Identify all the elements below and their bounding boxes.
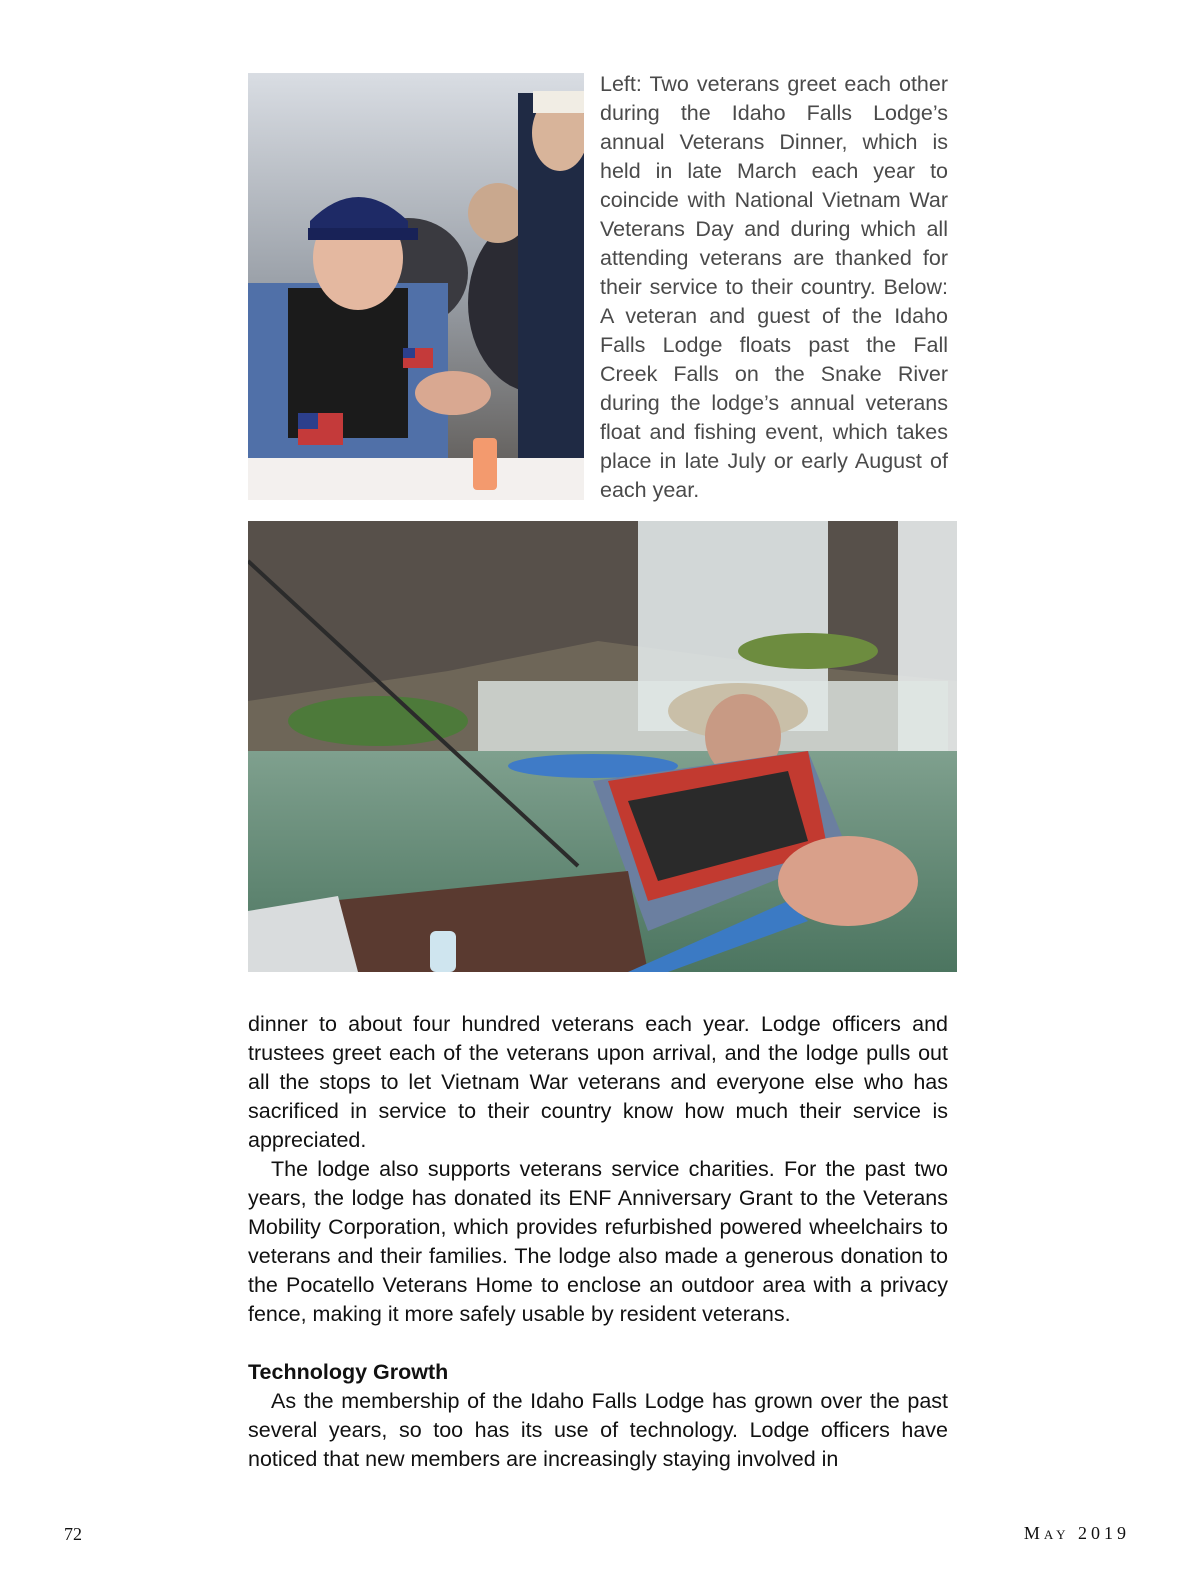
- page-number: 72: [64, 1524, 82, 1544]
- photo-caption: Left: Two veterans greet each other during the Idaho Falls Lodge’s annual Veterans Dinner, which is held in late March each year to coincide with National Vietnam War Veterans Day and during which all attending veterans are thanked for their service to their country. Below: A veteran and guest of the Idaho Falls Lodge floats past the Fall Creek Falls on the Snake River during the lodge’s annual veterans float and fishing event, which takes place in late July or early August of each year.: [600, 72, 948, 502]
- issue-date: May 2019: [1023, 1523, 1130, 1543]
- body-paragraph: The lodge also supports veterans service charities. For the past two years, the lodge has donated its ENF Anniversary Grant to the Veterans Mobility Corporation, which provides refurbished powered wheelchairs to veterans and their families. The lodge also made a generous donation to the Pocatello Veterans Home to enclose an outdoor area with a privacy fence, making it more safely usable by resident veterans.: [248, 1157, 948, 1326]
- river-fishing-photo: [248, 521, 957, 972]
- body-paragraph: dinner to about four hundred veterans each year. Lodge officers and trustees greet each of the veterans upon arrival, and the lodge pulls out all the stops to let Vietnam War veterans and everyone else who has sacrificed in service to their country know how much their service is appreciated.: [248, 1012, 948, 1152]
- veterans-dinner-photo: [248, 73, 584, 500]
- section-heading: Technology Growth: [248, 1360, 449, 1384]
- body-paragraph: As the membership of the Idaho Falls Lodge has grown over the past several years, so too has its use of technology. Lodge officers have noticed that new members are increasingly staying involved in: [248, 1389, 948, 1471]
- article-body: [248, 1010, 948, 1474]
